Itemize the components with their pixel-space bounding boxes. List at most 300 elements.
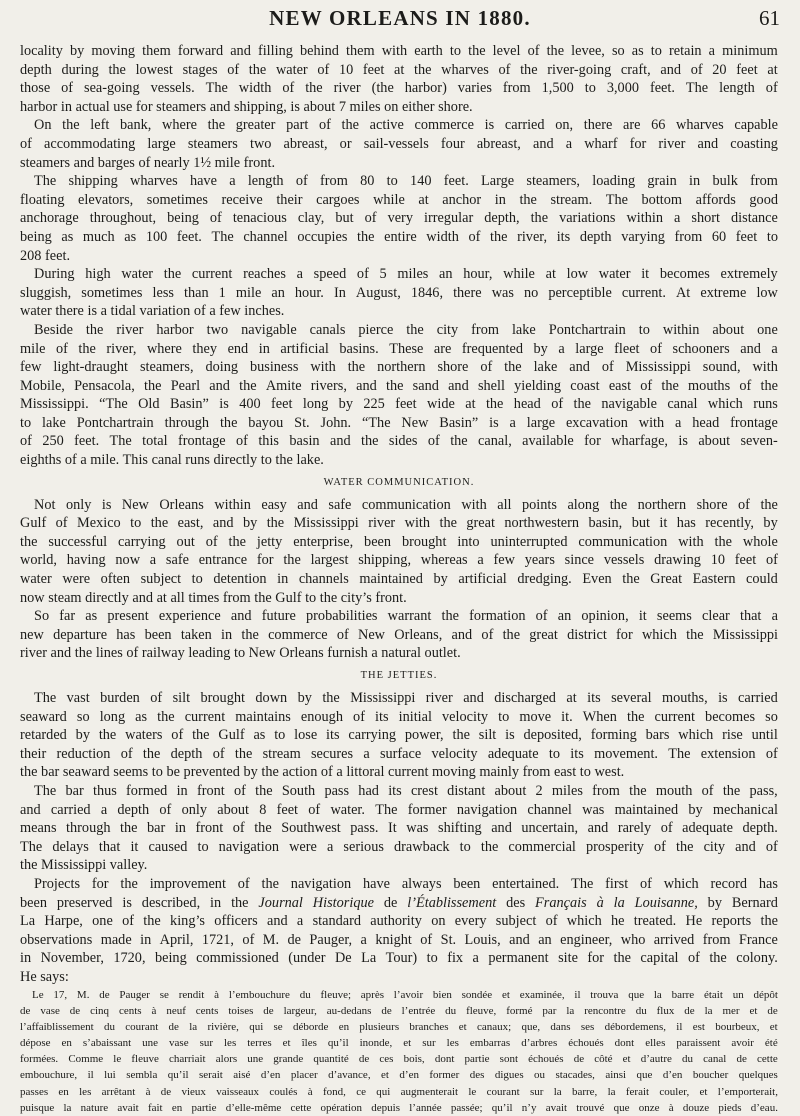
word: du	[635, 1004, 647, 1017]
word: d’elle-même	[225, 1101, 282, 1114]
word: passes	[20, 1085, 49, 1098]
word: current	[191, 266, 233, 283]
word: placer	[290, 1069, 318, 1082]
word: Pauger	[119, 988, 150, 1001]
word: safe	[165, 552, 189, 569]
word: feet	[736, 61, 758, 78]
word: so	[765, 708, 778, 725]
word: ainsi	[605, 1069, 627, 1082]
word: the	[234, 745, 253, 762]
word: one	[92, 913, 113, 930]
word: always	[401, 875, 442, 892]
word: grain	[647, 173, 677, 190]
word: preserved	[56, 894, 113, 911]
word: silt	[172, 690, 191, 706]
word: So	[34, 608, 50, 625]
word: The	[375, 801, 398, 818]
word: The	[34, 782, 57, 799]
word: It	[388, 820, 397, 837]
word: water	[20, 571, 52, 588]
text-line	[20, 395, 778, 414]
word: which	[566, 913, 602, 930]
text-line: river and the lines of railway leading to New Orleans furnish a natural outlet.	[20, 645, 461, 662]
word: une	[247, 1053, 264, 1066]
word: of	[498, 61, 511, 78]
word: the	[519, 191, 537, 208]
word: the	[714, 533, 732, 550]
word: et	[458, 1020, 467, 1033]
word: its	[388, 782, 402, 799]
word: width	[238, 80, 272, 97]
word: low	[756, 284, 778, 301]
word: miles	[551, 782, 583, 799]
word: pass	[324, 782, 350, 799]
word: of	[765, 80, 778, 97]
word: formed	[126, 782, 168, 799]
word: feet	[735, 228, 758, 245]
word: In	[333, 284, 346, 301]
word: échoués	[528, 1053, 564, 1066]
text-line	[20, 726, 778, 745]
word: river	[116, 321, 144, 338]
word: city	[703, 838, 726, 855]
word: 10	[338, 61, 354, 78]
word: with	[752, 359, 778, 376]
word: April,	[159, 931, 194, 948]
word: its	[375, 708, 389, 725]
word: to	[584, 80, 596, 97]
word: ses	[580, 1020, 595, 1033]
word: commercial	[508, 838, 576, 855]
word: a	[100, 801, 108, 818]
word: the	[622, 571, 640, 588]
word: se	[159, 988, 169, 1001]
word: maintained	[359, 571, 423, 588]
word: in	[210, 894, 222, 911]
word: its	[587, 690, 601, 706]
word: for	[584, 433, 601, 450]
word: being	[154, 950, 187, 967]
word: seems	[656, 608, 692, 625]
word: 140	[410, 173, 432, 190]
word: and	[697, 135, 719, 152]
quote-line	[20, 1019, 778, 1035]
word: courant	[125, 1020, 159, 1033]
text-line	[20, 626, 778, 645]
word: M.	[76, 988, 90, 1001]
word: of	[364, 210, 377, 227]
word: en	[338, 1020, 350, 1033]
word: knight	[375, 931, 412, 948]
word: navigation	[456, 801, 518, 818]
word: Old	[138, 396, 160, 413]
word: de	[767, 1004, 778, 1017]
word: the	[231, 894, 249, 911]
word: feet	[395, 396, 417, 413]
word: en	[61, 1037, 72, 1050]
word: the	[709, 950, 727, 967]
word: of	[739, 377, 752, 394]
word: il	[574, 988, 581, 1001]
word: and	[297, 496, 318, 513]
word: 225	[363, 396, 385, 413]
text-line	[20, 321, 778, 340]
word: of	[205, 533, 218, 550]
word: 8	[259, 801, 267, 818]
word: (the	[371, 80, 394, 97]
word: bourbeux,	[715, 1020, 760, 1033]
word: Louisanne,	[634, 894, 698, 911]
word: serait	[199, 1069, 223, 1082]
word: après	[360, 988, 385, 1001]
word: d’avance,	[328, 1069, 371, 1082]
word: left	[90, 117, 110, 134]
word: to	[130, 515, 142, 532]
word: vaisseaux	[216, 1085, 260, 1098]
word: through	[66, 820, 111, 837]
text-line	[20, 61, 778, 80]
text-line	[20, 228, 778, 247]
word: The	[205, 80, 228, 97]
word: of	[20, 433, 32, 450]
word: a	[296, 266, 303, 283]
word: end	[227, 340, 249, 357]
text-line	[20, 838, 778, 857]
word: caused	[148, 838, 188, 855]
quote-line	[20, 1067, 778, 1083]
word: the	[98, 727, 117, 744]
word: but	[631, 515, 650, 532]
word: M.	[262, 931, 280, 948]
word: as	[631, 43, 644, 59]
word: the	[163, 266, 182, 283]
word: from	[592, 782, 620, 799]
word: fleet	[614, 340, 640, 357]
word: was	[582, 801, 605, 818]
word: capital	[640, 950, 679, 967]
text-line: water there is a tidal variation of a few inches.	[20, 303, 285, 320]
word: of	[318, 117, 331, 134]
word: wide	[427, 396, 455, 413]
word: rivière,	[207, 1020, 239, 1033]
word: depth.	[742, 820, 778, 837]
word: commerce	[414, 117, 475, 134]
word: of	[122, 913, 135, 930]
word: Mississippi.	[20, 396, 89, 413]
word: steamers,	[139, 359, 194, 376]
word: channels	[298, 571, 349, 588]
quote-line	[20, 1003, 778, 1019]
word: the	[520, 61, 538, 78]
word: while	[503, 266, 535, 283]
word: l’entrée	[401, 1004, 436, 1017]
word: onze	[638, 1101, 660, 1114]
word: as	[85, 608, 98, 625]
word: canal	[703, 1053, 727, 1066]
word: harbor	[156, 321, 194, 338]
word: northern	[377, 359, 426, 376]
word: the	[305, 80, 323, 97]
word: throughout,	[89, 210, 157, 227]
word: greater	[235, 117, 276, 134]
word: St.	[294, 414, 310, 431]
word: St.	[440, 931, 457, 948]
word: of	[765, 552, 778, 569]
word: shipping	[68, 173, 118, 190]
word: there	[583, 117, 613, 134]
word: arrived	[653, 931, 695, 948]
word: maintains	[235, 708, 291, 725]
word: occupies	[297, 228, 348, 245]
word: current	[654, 708, 695, 725]
word: South	[281, 782, 316, 799]
word: sides	[388, 433, 418, 450]
word: maintained	[614, 801, 679, 818]
word: and	[463, 690, 484, 706]
word: augmenterait	[400, 1085, 459, 1098]
word: the	[452, 727, 470, 744]
word: Harpe,	[44, 913, 83, 930]
word: The	[20, 838, 43, 855]
word: being	[20, 228, 52, 245]
word: by	[688, 801, 703, 818]
word: carrying	[348, 727, 397, 744]
word: head	[513, 396, 541, 413]
word: and	[212, 515, 234, 532]
text-line: He says:	[20, 968, 69, 985]
word: now	[115, 552, 141, 569]
word: pieds	[718, 1101, 742, 1114]
word: 17,	[53, 988, 68, 1001]
word: bar	[147, 820, 166, 837]
word: the	[546, 43, 565, 59]
word: of	[212, 745, 225, 762]
word: brought	[200, 690, 245, 706]
word: dépôt	[753, 988, 778, 1001]
word: the	[341, 117, 360, 134]
word: il	[87, 1069, 94, 1082]
word: of	[601, 359, 614, 376]
word: sluggish,	[20, 284, 72, 301]
word: les	[79, 1085, 92, 1098]
word: former	[407, 801, 447, 818]
word: qui	[376, 1085, 391, 1098]
word: stacades,	[555, 1069, 595, 1082]
word: four	[440, 135, 465, 152]
word: been	[453, 875, 481, 892]
word: qu’il	[327, 1037, 349, 1050]
word: tenacious	[232, 210, 287, 227]
word: of	[159, 801, 172, 818]
word: Mississippi	[625, 359, 691, 376]
word: with	[310, 359, 336, 376]
word: of	[336, 626, 349, 643]
word: as	[124, 228, 137, 245]
word: par	[542, 1004, 557, 1017]
word: de	[287, 931, 301, 948]
word: 100	[145, 228, 168, 245]
word: sand	[412, 377, 439, 394]
text-line	[20, 358, 778, 377]
word: loading	[592, 173, 636, 190]
word: seaward	[20, 708, 67, 725]
word: bars	[645, 727, 670, 744]
word: d’en	[260, 1069, 281, 1082]
word: with	[404, 515, 431, 532]
word: passée;	[450, 1101, 483, 1114]
word: sur	[422, 1037, 436, 1050]
word: he	[611, 913, 625, 930]
word: mouth	[655, 782, 693, 799]
word: avait	[117, 1101, 139, 1114]
word: Pensacola,	[74, 377, 135, 394]
word: of	[738, 496, 750, 513]
word: anchorage	[20, 210, 79, 227]
word: and	[532, 135, 554, 152]
word: que	[636, 1069, 653, 1082]
word: deposited,	[523, 727, 582, 744]
word: the	[661, 377, 679, 394]
word: basin,	[588, 515, 623, 532]
word: la	[189, 1020, 198, 1033]
word: The	[668, 745, 691, 762]
word: channel	[527, 801, 572, 818]
word: excavation	[565, 414, 628, 431]
word: from	[702, 931, 731, 948]
word: it	[641, 266, 650, 283]
word: capable	[734, 117, 778, 134]
word: engineer,	[560, 931, 613, 948]
word: wharves	[676, 117, 724, 134]
word: partie	[191, 1101, 217, 1114]
word: have	[189, 173, 217, 190]
word: sur	[529, 1085, 544, 1098]
word: length	[719, 80, 755, 97]
word: about	[217, 801, 249, 818]
word: becomes	[705, 708, 756, 725]
word: in	[689, 173, 701, 190]
word: He	[685, 913, 703, 930]
word: river	[333, 80, 361, 97]
word: lowest	[135, 61, 173, 78]
text-line	[20, 284, 778, 303]
word: qu’il	[491, 1101, 513, 1114]
word: by	[75, 727, 90, 744]
word: la	[607, 1085, 616, 1098]
word: Pearl	[170, 377, 201, 394]
word: communication	[578, 533, 668, 550]
word: was	[491, 284, 514, 301]
word: the	[722, 782, 741, 799]
word: adequate	[487, 745, 539, 762]
word: Eastern	[692, 571, 736, 588]
word: and	[735, 838, 756, 855]
word: of	[242, 931, 255, 948]
word: et	[501, 988, 510, 1001]
word: Le	[32, 988, 44, 1001]
word: forward	[177, 43, 224, 59]
text-line: harbor in actual use for steamers and shipping, is about 7 miles on either shore.	[20, 98, 473, 115]
word: they	[192, 340, 218, 357]
word: At	[675, 284, 691, 301]
word: low	[566, 266, 589, 283]
word: the	[760, 913, 778, 930]
word: August,	[355, 284, 401, 301]
word: and	[20, 801, 41, 818]
word: John.	[320, 414, 352, 431]
word: a	[477, 552, 484, 569]
text-line	[20, 340, 778, 359]
word: sembla	[126, 1069, 158, 1082]
word: abreast,	[476, 135, 521, 152]
word: in	[20, 950, 32, 967]
word: During	[34, 266, 75, 283]
word: rendit	[178, 988, 205, 1001]
text-line: the Mississippi valley.	[20, 857, 148, 874]
word: avait	[545, 1101, 568, 1114]
word: channel	[243, 228, 288, 245]
word: Large	[481, 173, 515, 190]
word: the	[609, 496, 628, 513]
word: permanent	[488, 950, 549, 967]
word: bien	[432, 988, 452, 1001]
word: l’emporterait,	[717, 1085, 778, 1098]
text-line	[20, 42, 778, 61]
word: of	[481, 626, 494, 643]
word: sometimes	[146, 191, 208, 208]
word: becomes	[659, 266, 710, 283]
word: often	[100, 571, 131, 588]
word: the	[150, 515, 169, 532]
word: les	[224, 1037, 237, 1050]
word: only	[181, 801, 207, 818]
word: the	[192, 727, 210, 744]
word: le	[468, 1085, 477, 1098]
word: puisque	[20, 1101, 55, 1114]
word: vast	[66, 690, 90, 706]
word: The	[34, 173, 57, 190]
page-body	[20, 42, 778, 1116]
word: wharfage,	[611, 433, 668, 450]
text-line	[20, 533, 778, 552]
word: available	[522, 433, 574, 450]
word: de	[20, 1004, 31, 1017]
word: trouvé	[576, 1101, 605, 1114]
word: the	[266, 515, 285, 532]
word: within	[662, 321, 700, 338]
word: of	[701, 782, 714, 799]
word: canal,	[478, 433, 512, 450]
quote-line	[20, 1100, 778, 1116]
word: 1,500	[541, 80, 574, 97]
word: feet.	[176, 228, 202, 245]
word: water	[121, 266, 154, 283]
word: for	[91, 875, 109, 892]
word: dépose	[20, 1037, 51, 1050]
word: move	[519, 708, 552, 725]
word: cents	[195, 1004, 219, 1017]
text-line	[20, 551, 778, 570]
word: of	[227, 61, 240, 78]
word: with	[381, 43, 408, 59]
word: water	[598, 266, 631, 283]
word: from	[502, 80, 531, 97]
word: which	[663, 875, 699, 892]
word: que	[613, 1101, 630, 1114]
word: high	[85, 266, 111, 283]
word: to	[498, 708, 510, 725]
word: 60	[711, 228, 727, 245]
